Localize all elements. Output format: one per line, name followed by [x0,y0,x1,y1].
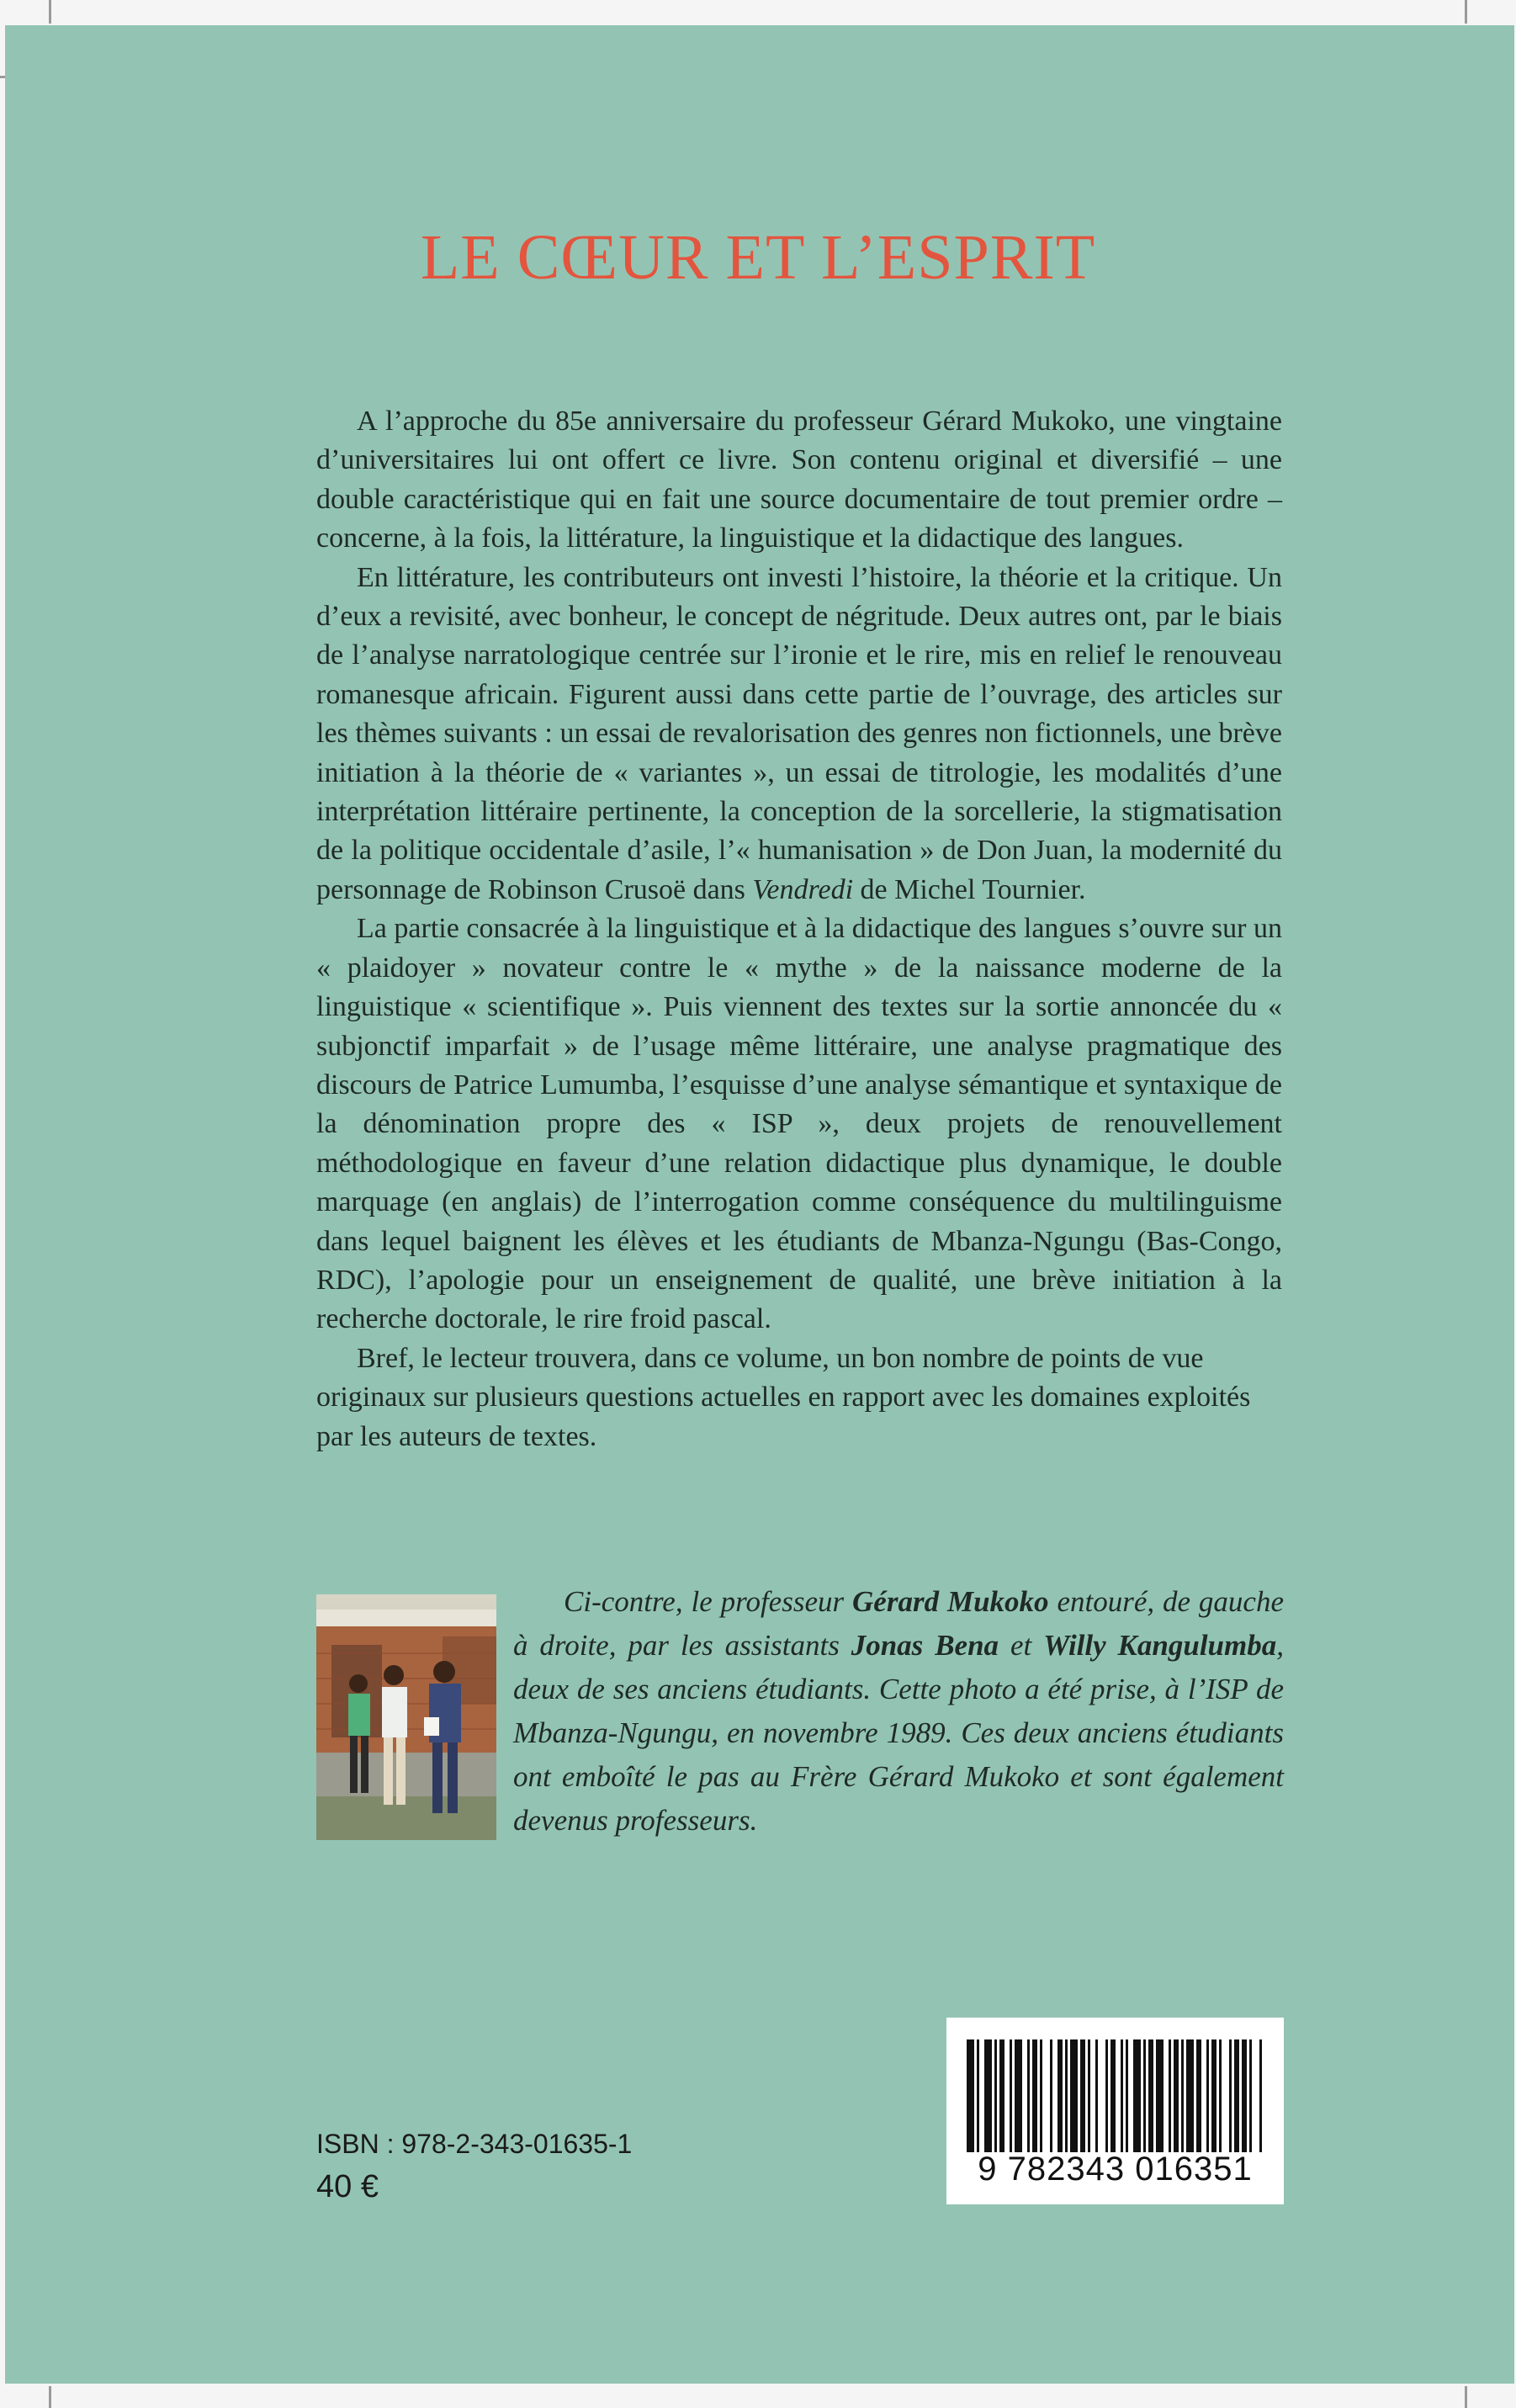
book-title: LE CŒUR ET L’ESPRIT [420,222,1096,293]
crop-mark-top-left [49,0,51,24]
isbn: ISBN : 978-2-343-01635-1 [316,2129,633,2159]
blurb-paragraph: Bref, le lecteur trouvera, dans ce volume, un bon nombre de points de vue originaux sur plusieurs questions actuelles en rapport avec les domaines exploités par les auteurs de textes. [316,1342,1251,1452]
crop-mark-top-right [1465,0,1467,24]
blurb [316,402,1282,1456]
crop-mark-bottom-right [1465,2386,1467,2408]
barcode [946,2018,1284,2204]
person-name: Gérard Mukoko [852,1585,1049,1618]
work-title: Vendredi [752,873,854,905]
price: 40 € [316,2169,379,2204]
barcode-digits: 9 782343 016351 [978,2151,1253,2188]
blurb-paragraph: En littérature, les contributeurs ont investi l’histoire, la théorie et la critique. Un d’eux a revisité, avec bonheur, le concept de négritude. Deux autres ont, par le biais de l’analyse narratologique centrée sur l’ironie et le rire, mis en relief le renouveau romanesque africain. Figurent aussi dans cette partie de l’ouvrage, des articles sur les thèmes suivants : un essai de revalorisation des genres non fictionnels, une brève initiation à la théorie de « variantes », un essai de titrologie, les modalités d’une interprétation littéraire pertinente, la conception de la sorcellerie, la stigmatisation de la politique occidentale d’asile, l’« humanisation » de Don Juan, la modernité du personnage de Robinson Crusoë dans Vendredi de Michel Tournier. [316,561,1282,905]
blurb-paragraph: A l’approche du 85e anniversaire du professeur Gérard Mukoko, une vingtaine d’universitaires lui ont offert ce livre. Son contenu original et diversifié – une double caractéristique qui en fait une source documentaire de tout premier ordre – concerne, à la fois, la littérature, la linguistique et la didactique des langues. [316,406,1282,554]
person-name: Jonas Bena [851,1629,999,1662]
crop-mark-bottom-left [49,2386,51,2408]
barcode-icon [967,2039,1264,2152]
person-name: Willy Kangulumba [1043,1629,1277,1662]
photo-caption: Ci-contre, le professeur Gérard Mukoko entouré, de gauche à droite, par les assistants Jonas Bena et Willy Kangulumba, deux de ses anciens étudiants. Cette photo a été prise, à l’ISP de Mbanza-Ngungu, en novembre 1989. Ces deux anciens étudiants ont emboîté le pas au Frère Gérard Mukoko et sont également devenus professeurs. [513,1585,1284,1837]
photo-three-men-icon [316,1594,496,1840]
blurb-paragraph: La partie consacrée à la linguistique et à la didactique des langues s’ouvre sur un « plaidoyer » novateur contre le « mythe » de la naissance moderne de la linguistique « scientifique ». Puis viennent des textes sur la sortie annoncée du « subjonctif imparfait » de l’usage même littéraire, une analyse pragmatique des discours de Patrice Lumumba, l’esquisse d’une analyse sémantique et syntaxique de la dénomination propre des « ISP », deux projets de renouvellement méthodologique en faveur d’une relation didactique plus dynamique, le double marquage (en anglais) de l’interrogation comme conséquence du multilinguisme dans lequel baignent les élèves et les étudiants de Mbanza-Ngungu (Bas-Congo, RDC), l’apologie pour un enseignement de qualité, une brève initiation à la recherche doctorale, le rire froid pascal. [316,913,1282,1335]
